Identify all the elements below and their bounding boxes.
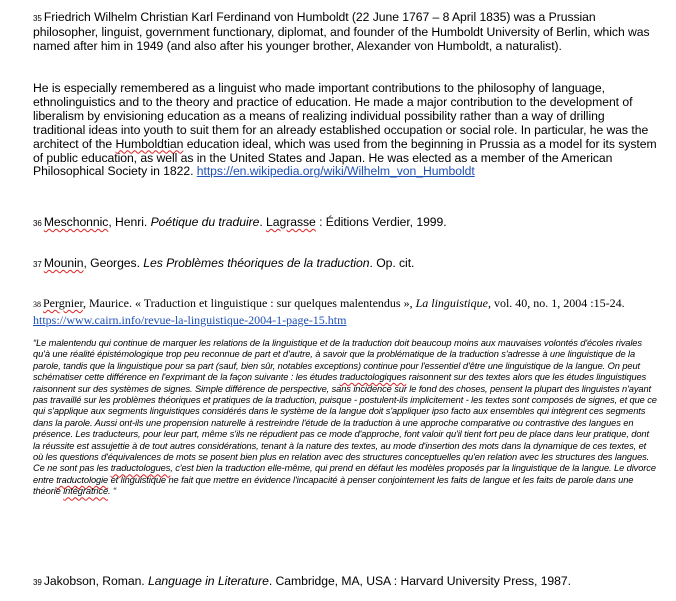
spellcheck-word: Humboldtian <box>115 136 184 151</box>
footnote-35-paragraph-2 <box>33 82 658 179</box>
footnote-text: . Op. cit. <box>369 256 415 270</box>
footnote-number: 36 <box>33 219 42 228</box>
quote-text: , c'est bien la traduction elle-même, qui prend en défaut les modèles proposés par la linguistique de la langue. Le divorce entre <box>33 463 656 485</box>
spellcheck-word: Pergnier <box>43 296 83 310</box>
footnote-text: Jakobson, Roman. <box>43 574 148 588</box>
footnote-text: . <box>259 215 267 229</box>
footnote-text: He is especially remembered as a linguist who made important contributions to the philosophy of language, ethnolinguistics and to the theory and practice of education. He made a major contribution to the development of liberalism by envisioning education as a means of realizing individual possibility rather than a way of drilling traditional ideas into youth to suit them for an already established occupation or social role. In particular, he was the architect of the <box>33 81 649 151</box>
footnote-38-quote <box>33 338 658 498</box>
cairn-link[interactable]: https://www.cairn.info/revue-la-linguistique-2004-1-page-15.htm <box>33 312 347 327</box>
book-title: Poétique du traduire <box>150 215 260 229</box>
footnote-text: : Éditions Verdier, 1999. <box>315 215 447 229</box>
spellcheck-word: traductologie <box>56 474 109 485</box>
footnote-text: , Georges. <box>83 256 144 270</box>
footnote-text: , Maurice. « Traduction et linguistique : sur quelques malentendus », <box>82 296 416 310</box>
footnote-text: , Henri. <box>108 215 151 229</box>
spellcheck-word: Meschonnic <box>43 215 109 229</box>
spellcheck-word: Lagrasse <box>266 215 316 229</box>
footnote-number: 35 <box>33 14 42 23</box>
footnote-text: . Cambridge, MA, USA : Harvard University Press, 1987. <box>268 574 571 588</box>
footnote-text: Friedrich Wilhelm Christian Karl Ferdinand von Humboldt (22 June 1767 – 8 April 1835) was a Prussian philosopher, linguist, government functionary, diplomat, and founder of the Humboldt University of Berlin, which was named after him in 1949 (and also after his younger brother, Alexander von Humboldt, a naturalist). <box>33 10 650 53</box>
footnote-number: 37 <box>33 260 42 269</box>
spellcheck-word: traductologiques <box>339 372 407 383</box>
book-title: Language in Literature <box>147 574 269 588</box>
quote-text: “Le malentendu qui continue de marquer les relations de la linguistique et de la traduction doit beaucoup moins aux mauvaises volontés d'écoles rivales qu'à une réalité épistémologique trop peu reconnue de part et d'autre, à savoir que la problématique de la traduction s'adresse à une linguistique de la parole, tandis que la linguistique pour sa part (sauf, bien sûr, notables exceptions) continue pour l'essentiel d'être une linguistique de la langue. On peut schématiser cette différence en l'exprimant de la façon suivante : les études <box>33 338 642 383</box>
spellcheck-word: Mounin <box>43 256 84 270</box>
footnote-35-paragraph-1 <box>33 11 658 54</box>
quote-text: . “ <box>108 486 116 497</box>
wikipedia-link[interactable]: https://en.wikipedia.org/wiki/Wilhelm_von_Humboldt <box>196 164 475 179</box>
journal-title: La linguistique <box>415 296 488 310</box>
footnote-text: , vol. 40, no. 1, 2004 :15-24. <box>487 296 625 310</box>
quote-text: raisonnent sur des textes alors que les études linguistiques raisonnent sur des systèmes de signes. Simple différence de perspective, sans incidence sur le fond des choses, pensent la plupart des linguistes n'ayant pas travaillé sur les problèmes théoriques et pratiques de la traduction, puisque - postulent-ils implicitement - les textes sont composés de signes, et que ce qui s'applique aux segments linguistiques considérés dans le système de la langue doit s'appliquer ipso facto aux ensembles qui intègrent ces segments dans la parole. Aussi ont-ils une propension naturelle à restreindre l'étude de la traduction à une approche comparative ou contrastive des langues en présence. Les traducteurs, pour leur part, même s'ils ne répudient pas ce mode d'approche, font valoir qu'il tient fort peu de place dans leur pratique, dont la réussite est assujettie à de tout autres considérations, tenant à la nature des textes, au mode d'insertion des mots dans la dynamique de ces textes, et où les questions d'équivalences de mots se posent bien plus en relation avec des structures conceptuelles qu'en relation avec les structures des langues. Ce ne sont pas les <box>33 372 657 474</box>
quote-text: et linguistique ne fait que mettre en évidence l'incapacité à penser conjointement les faits de langue et les faits de parole dans une théorie <box>33 474 634 497</box>
footnote-38 <box>33 296 658 327</box>
book-title: Les Problèmes théoriques de la traduction <box>143 256 370 270</box>
spellcheck-word: intégratrice <box>63 486 109 497</box>
footnote-number: 39 <box>33 578 42 587</box>
footnote-39 <box>33 575 658 590</box>
footnote-number: 38 <box>33 300 41 309</box>
footnote-text: education ideal, which was used from the beginning in Prussia as a model for its system of public education, as well as in the United States and Japan. He was elected as a member of the American Philosophical Society in 1822. <box>33 136 657 179</box>
footnote-36 <box>33 216 658 231</box>
footnote-37 <box>33 257 658 272</box>
spellcheck-word: traductologues <box>110 463 171 474</box>
